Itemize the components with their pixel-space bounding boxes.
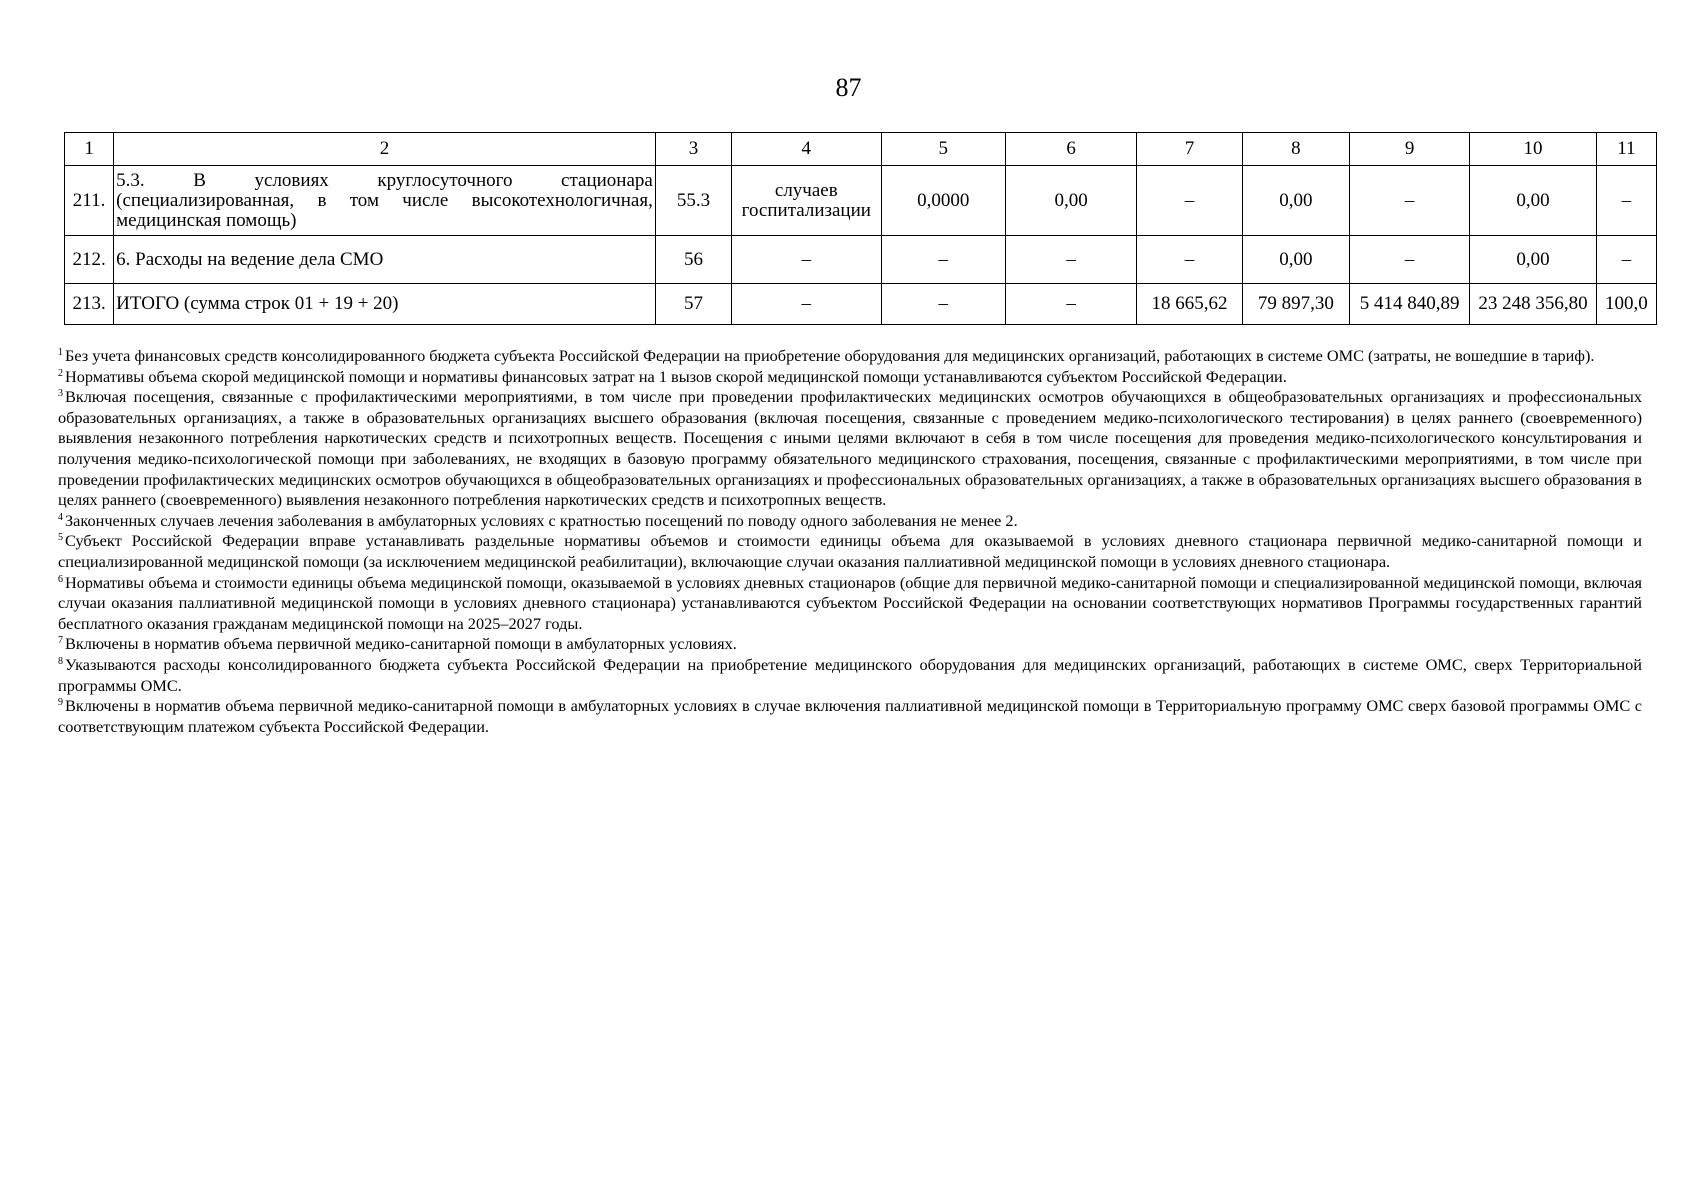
footnote-text: Включая посещения, связанные с профилактическими мероприятиями, в том числе при проведении профилактических медицинских осмотров обучающихся в общеобразовательных организациях и профессиональных образовательных организациях, а также в образовательных организациях высшего образования (включая посещения, связанные с проведением медико-психологического тестирования) в целях раннего (своевременного) выявления незаконного потребления наркотических средств и психотропных веществ. Посещения с иными целями включают в себя в том числе посещения для проведения медико-психологического консультирования и получения медико-психологической помощи при заболеваниях, не входящих в базовую программу обязательного медицинского страхования, посещения, связанные с профилактическими мероприятиями, в том числе при проведении профилактических медицинских осмотров обучающихся в общеобразовательных организациях и профессиональных образовательных организациях, а также в образовательных организациях высшего образования в целях раннего (своевременного) выявления незаконного потребления наркотических средств и психотропных веществ. [58, 387, 1642, 510]
table-cell: 5 414 840,89 [1349, 284, 1469, 325]
footnote-mark: 5 [58, 532, 63, 544]
footnote [58, 634, 1642, 655]
row-number: 213. [65, 284, 114, 325]
footnote [58, 655, 1642, 696]
footnote-text: Законченных случаев лечения заболевания в амбулаторных условиях с кратностью посещений по поводу одного заболевания не менее 2. [65, 510, 1018, 530]
table-cell: – [1349, 166, 1469, 236]
row-unit: – [732, 284, 881, 325]
row-code: 56 [655, 236, 731, 284]
column-header: 9 [1349, 133, 1469, 166]
table-cell: – [1137, 236, 1242, 284]
table-cell: – [1349, 236, 1469, 284]
footnote-mark: 2 [58, 367, 63, 379]
row-name-line: 5.3. В условиях круглосуточного стационара [116, 169, 653, 191]
table-cell: – [881, 284, 1005, 325]
footnotes [58, 346, 1642, 737]
row-code: 57 [655, 284, 731, 325]
table-row [65, 236, 1657, 284]
table-cell: – [1005, 284, 1136, 325]
table-cell: 0,00 [1242, 236, 1349, 284]
table-row [65, 284, 1657, 325]
footnote [58, 346, 1642, 367]
footnote-mark: 8 [58, 655, 63, 667]
row-unit-line: случаев [774, 179, 838, 201]
footnote-mark: 9 [58, 697, 63, 709]
column-header: 11 [1596, 133, 1656, 166]
data-table [64, 132, 1657, 325]
row-name [114, 166, 656, 236]
table-cell: – [1005, 236, 1136, 284]
footnote [58, 367, 1642, 388]
table-cell: 0,0000 [881, 166, 1005, 236]
table-header-row [65, 133, 1657, 166]
footnote [58, 573, 1642, 635]
table-cell: 0,00 [1005, 166, 1136, 236]
row-unit: – [732, 236, 881, 284]
table-cell: 23 248 356,80 [1470, 284, 1596, 325]
table-cell: – [881, 236, 1005, 284]
row-name: 6. Расходы на ведение дела СМО [114, 236, 656, 284]
column-header: 1 [65, 133, 114, 166]
footnote-mark: 3 [58, 388, 63, 400]
column-header: 10 [1470, 133, 1596, 166]
table-cell: 0,00 [1242, 166, 1349, 236]
row-name: ИТОГО (сумма строк 01 + 19 + 20) [114, 284, 656, 325]
column-header: 3 [655, 133, 731, 166]
footnote-mark: 7 [58, 635, 63, 647]
footnote-mark: 1 [58, 347, 63, 358]
footnote-text: Субъект Российской Федерации вправе устанавливать раздельные нормативы объемов и стоимости единицы объема для оказываемой в условиях дневного стационара первичной медико-санитарной помощи и специализированной медицинской помощи (за исключением медицинской реабилитации), включающие случаи оказания паллиативной медицинской помощи в условиях дневного стационара. [58, 531, 1642, 571]
footnote-mark: 6 [58, 573, 63, 585]
footnote-mark: 4 [58, 511, 63, 523]
row-unit-line: госпитализации [741, 199, 871, 221]
footnote-text: Включены в норматив объема первичной медико-санитарной помощи в амбулаторных условиях. [65, 634, 737, 654]
column-header: 5 [881, 133, 1005, 166]
column-header: 4 [732, 133, 881, 166]
column-header: 6 [1005, 133, 1136, 166]
row-name-line: (специализированная, в том числе высокотехнологичная, [116, 189, 653, 211]
footnote [58, 696, 1642, 737]
table-cell: 100,0 [1596, 284, 1656, 325]
table-cell: – [1596, 166, 1656, 236]
footnote [58, 531, 1642, 572]
table-cell: – [1137, 166, 1242, 236]
column-header: 7 [1137, 133, 1242, 166]
row-number: 211. [65, 166, 114, 236]
table-cell: 0,00 [1470, 236, 1596, 284]
table-row [65, 166, 1657, 236]
column-header: 8 [1242, 133, 1349, 166]
table-cell: – [1596, 236, 1656, 284]
row-unit [732, 166, 881, 236]
row-number: 212. [65, 236, 114, 284]
table-cell: 0,00 [1470, 166, 1596, 236]
footnote-text: Нормативы объема скорой медицинской помощи и нормативы финансовых затрат на 1 вызов скорой медицинской помощи устанавливаются субъектом Российской Федерации. [65, 366, 1287, 386]
footnote-text: Указываются расходы консолидированного бюджета субъекта Российской Федерации на приобретение медицинского оборудования для медицинских организаций, работающих в системе ОМС, сверх Территориальной программы ОМС. [58, 654, 1642, 695]
table-cell: 18 665,62 [1137, 284, 1242, 325]
page-number: 87 [835, 73, 862, 102]
footnote-text: Включены в норматив объема первичной медико-санитарной помощи в амбулаторных условиях в случае включения паллиативной медицинской помощи в Территориальную программу ОМС сверх базовой программы ОМС с соответствующим платежом субъекта Российской Федерации. [58, 696, 1642, 736]
row-name-line: медицинская помощь) [116, 209, 297, 231]
footnote-text: Нормативы объема и стоимости единицы объема медицинской помощи, оказываемой в условиях дневных стационаров (общие для первичной медико-санитарной помощи и специализированной медицинской помощи, включая случаи оказания паллиативной медицинской помощи в условиях дневного стационара) устанавливаются субъектом Российской Федерации на основании соответствующих нормативов Программы государственных гарантий бесплатного оказания гражданам медицинской помощи на 2025–2027 годы. [58, 572, 1642, 633]
footnote [58, 511, 1642, 532]
table-cell: 79 897,30 [1242, 284, 1349, 325]
row-code: 55.3 [655, 166, 731, 236]
column-header: 2 [114, 133, 656, 166]
footnote [58, 387, 1642, 511]
footnote-text: Без учета финансовых средств консолидированного бюджета субъекта Российской Федерации на приобретение оборудования для медицинских организаций, работающих в системе ОМС (затраты, не вошедшие в тариф). [65, 346, 1595, 365]
